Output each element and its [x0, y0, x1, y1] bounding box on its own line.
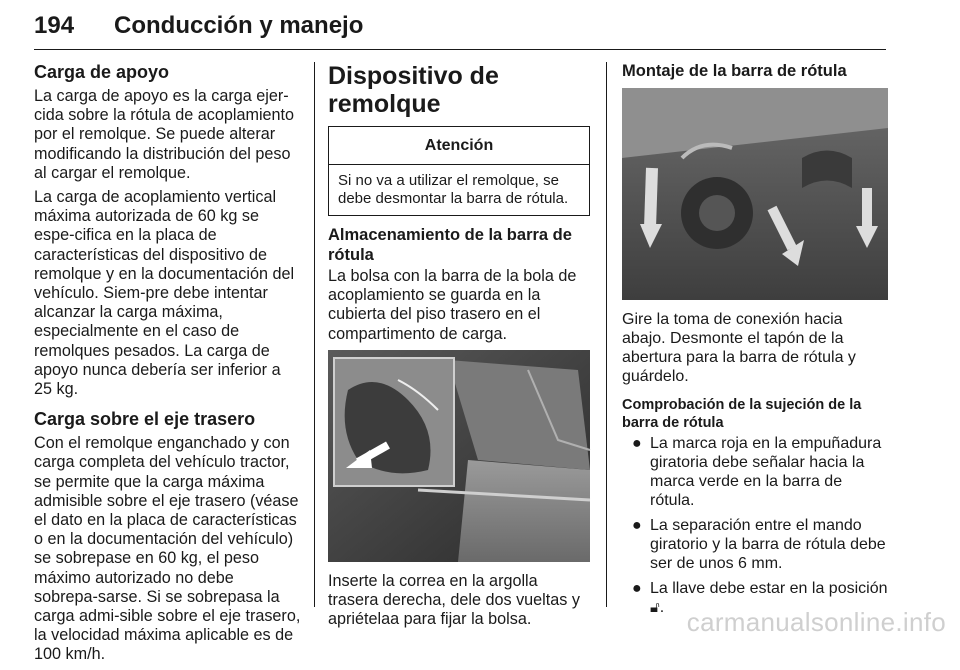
- watermark: carmanualsonline.info: [686, 607, 946, 637]
- column-divider: [314, 62, 315, 607]
- page-number: 194: [34, 12, 75, 39]
- list-item: ● La llave debe estar en la posición 🔓︎.: [632, 579, 888, 616]
- page-header: [34, 10, 886, 50]
- ball-bar-mount-photo: [622, 88, 888, 300]
- section-heading-eje-trasero: Carga sobre el eje trasero: [34, 409, 256, 430]
- bullet-icon: ●: [632, 579, 642, 597]
- attention-heading: Atención: [329, 127, 589, 165]
- bullet-icon: ●: [632, 434, 642, 452]
- list-item: ● La marca roja en la empuñadura giratoria debe señalar hacia la marca verde en la barra de rótula.: [632, 434, 882, 509]
- paragraph: La bolsa con la barra de la bola de acoplamiento se guarda en la cubierta del piso trasero en el compartimento de carga.: [328, 267, 577, 343]
- paragraph: Gire la toma de conexión hacia abajo. Desmonte el tapón de la abertura para la barra de rótula y guárdelo.: [622, 310, 856, 385]
- bullet-icon: ●: [632, 516, 642, 534]
- attention-box: [328, 126, 590, 216]
- chapter-title: Conducción y manejo: [114, 12, 364, 39]
- paragraph: Con el remolque enganchado y con carga completa del vehículo tractor, se permite que la carga máxima admisible sobre el eje trasero (véase el dato en la placa de características o en la documentación del vehículo) se sobrepase en 60 kg, el peso máximo autorizado no debe sobrepa-sarse. Si se sobrepasa la carga admi-sible sobre el eje trasero, la velocidad máxima aplicable es de 100 km/h.: [34, 434, 301, 664]
- trunk-bag-photo: [328, 350, 590, 562]
- column-middle: [328, 62, 590, 634]
- unlock-icon: 🔓︎: [650, 598, 660, 616]
- section-title: Dispositivo de remolque: [328, 62, 499, 118]
- subsection-heading: Almacenamiento de la barra de rótula: [328, 226, 572, 264]
- attention-text: Si no va a utilizar el remolque, se debe desmontar la barra de rótula.: [338, 172, 569, 207]
- column-divider: [606, 62, 607, 607]
- paragraph: La carga de acoplamiento vertical máxima autorizada de 60 kg se espe-cifica en la placa de características del dispositivo de remolque y en la documentación del vehículo. Siem-pre debe intentar alcanzar la carga máxima, especialmente en el caso de remolques pesados. La carga de apoyo nunca debería ser inferior a 25 kg.: [34, 188, 295, 399]
- subsection-heading: Comprobación de la sujeción de la barra de rótula: [622, 396, 862, 431]
- list-item: ● La separación entre el mando giratorio y la barra de rótula debe ser de unos 6 mm.: [632, 516, 886, 572]
- column-right: [622, 62, 888, 623]
- section-heading-carga-de-apoyo: Carga de apoyo: [34, 62, 170, 82]
- paragraph: La carga de apoyo es la carga ejer-cida sobre la rótula de acoplamiento por el remolque. Se puede alterar modificando la distribución del peso al cargar el remolque.: [34, 87, 295, 182]
- image-caption: Inserte la correa en la argolla trasera derecha, dele dos vueltas y apriételaa para fijar la bolsa.: [328, 571, 580, 629]
- subsection-heading: Montaje de la barra de rótula: [622, 62, 847, 80]
- check-list: [622, 434, 888, 617]
- column-left: [34, 62, 302, 670]
